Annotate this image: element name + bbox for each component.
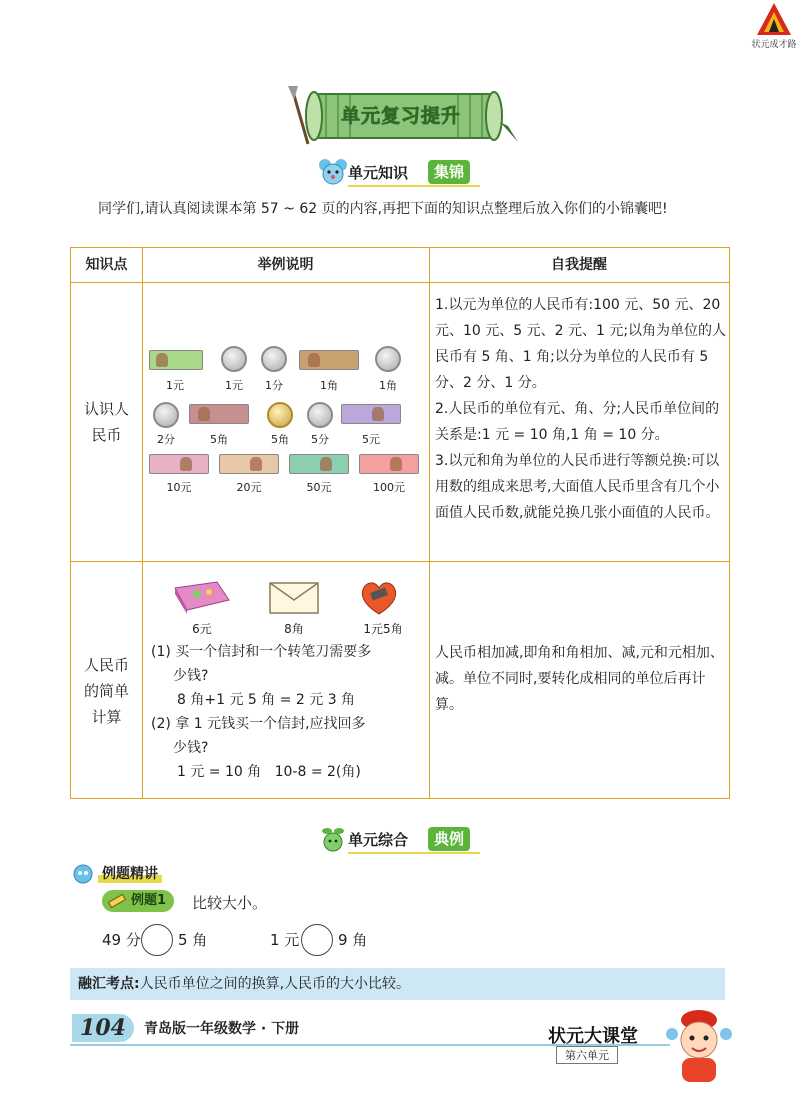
section-knowledge-heading (318, 157, 480, 187)
compare-right-b: 9 角 (338, 931, 368, 949)
pencil-sharpener-icon (359, 578, 399, 616)
brand-name: 状元大课堂 (548, 1026, 638, 1047)
section-underline (348, 185, 480, 187)
example-prompt: 比较大小。 (192, 894, 268, 912)
section-tag: 集锦 (428, 160, 470, 184)
banknote-5-jiao (189, 404, 249, 424)
money-label: 20元 (236, 481, 262, 494)
knowledge-table (70, 247, 730, 799)
scholar-mascot-icon (664, 1004, 734, 1084)
key-points-text: 人民币单位之间的换算,人民币的大小比较。 (139, 976, 411, 992)
sprout-icon (318, 824, 348, 854)
envelope-icon (269, 582, 319, 614)
pencil-box-icon (171, 578, 231, 614)
section-title: 单元知识 (348, 164, 409, 182)
calc-line: 1 元 = 10 角 10-8 = 2(角) (177, 764, 361, 780)
publisher-logo (748, 0, 800, 50)
banknote-100-yuan (359, 454, 419, 474)
reminder-item: 1.以元为单位的人民币有:100 元、50 元、20 元、10 元、5 元、2 元、1 元;以角为单位的人民币有 5 角、1 角;以分为单位的人民币有 5 分、2 分、1 分。 (435, 297, 727, 391)
reminder-item: 3.以元和角为单位的人民币进行等额兑换:可以用数的组成来思考,大面值人民币里含有几个小面值人民币数,就能兑换几张小面值的人民币。 (435, 453, 720, 521)
example-badge-label: 例题1 (130, 893, 166, 908)
compare-right-a: 5 角 (178, 931, 208, 949)
key-points-label: 融汇考点: (78, 976, 140, 992)
mascot-image (664, 1004, 734, 1084)
money-label: 1元 (166, 379, 184, 392)
pencil-icon (106, 892, 128, 910)
currency-illustration (149, 346, 421, 506)
example-badge (102, 890, 174, 912)
money-label: 2分 (157, 433, 175, 446)
page-number: 104 (72, 1014, 134, 1042)
money-label: 5分 (311, 433, 329, 446)
banner-title: 单元复习提升 (340, 105, 461, 127)
coin-5-fen (307, 402, 333, 428)
flame-logo-icon (756, 2, 792, 36)
calc-line: 少钱? (173, 740, 209, 756)
reminder-text: 人民币相加减,即角和角相加、减,元和元相加、减。单位不同时,要转化成相同的单位后再计算。 (435, 645, 724, 713)
calculation-example (151, 640, 441, 784)
owl-icon (72, 862, 94, 884)
price-label: 8角 (284, 622, 304, 636)
money-label: 1元 (225, 379, 243, 392)
money-label: 5元 (362, 433, 380, 446)
coin-5-jiao (267, 402, 293, 428)
coin-1-jiao (375, 346, 401, 372)
money-label: 50元 (306, 481, 332, 494)
banknote-20-yuan (219, 454, 279, 474)
money-label: 1分 (265, 379, 283, 392)
reminder-item: 2.人民币的单位有元、角、分;人民币单位间的关系是:1 元 = 10 角,1 角 = 10 分。 (435, 401, 720, 443)
banknote-50-yuan (289, 454, 349, 474)
table-divider (142, 248, 143, 798)
money-label: 1角 (320, 379, 338, 392)
topic-cell: 人民币的简单计算 (83, 656, 129, 726)
compare-left-b: 1 元 (270, 931, 300, 949)
section-title: 单元综合 (348, 831, 409, 849)
money-label: 1角 (379, 379, 397, 392)
book-title: 青岛版一年级数学 · 下册 (144, 1021, 300, 1037)
money-label: 5角 (210, 433, 228, 446)
mouse-mascot-icon (318, 157, 348, 187)
unit-label: 第六单元 (556, 1046, 618, 1064)
unit-review-banner (286, 86, 522, 148)
table-divider (71, 561, 729, 562)
section-underline (348, 852, 480, 854)
compare-left-a: 49 分 (102, 931, 141, 949)
sharpener-image (359, 578, 399, 618)
calc-line: (2) 拿 1 元钱买一个信封,应找回多 (151, 716, 366, 732)
coin-2-fen (153, 402, 179, 428)
table-header: 自我提醒 (551, 257, 607, 273)
section-tag: 典例 (428, 827, 470, 851)
intro-paragraph: 同学们,请认真阅读课本第 57 ~ 62 页的内容,再把下面的知识点整理后放入你们的小锦囊吧! (98, 201, 668, 217)
section-comprehensive-heading (318, 824, 480, 854)
coin-1-yuan (221, 346, 247, 372)
answer-circle-b[interactable] (301, 924, 333, 956)
banknote-1-jiao (299, 350, 359, 370)
pencil-box-image (171, 578, 231, 618)
calc-line: 8 角+1 元 5 角 = 2 元 3 角 (177, 692, 356, 708)
price-label: 1元5角 (363, 622, 403, 636)
banknote-10-yuan (149, 454, 209, 474)
calc-line: 少钱? (173, 668, 209, 684)
price-label: 6元 (192, 622, 212, 636)
logo-text: 状元成才路 (751, 40, 797, 50)
answer-circle-a[interactable] (141, 924, 173, 956)
table-header: 知识点 (85, 257, 128, 273)
key-points-bar (70, 968, 725, 1000)
calc-line: (1) 买一个信封和一个转笔刀需要多 (151, 644, 372, 660)
envelope-image (269, 582, 319, 616)
banknote-5-yuan (341, 404, 401, 424)
reminder-list (435, 292, 727, 526)
money-label: 5角 (271, 433, 289, 446)
money-label: 10元 (166, 481, 192, 494)
money-label: 100元 (373, 481, 405, 494)
banknote-1-yuan (149, 350, 203, 370)
topic-cell: 认识人民币 (83, 400, 129, 444)
table-header: 举例说明 (257, 257, 314, 273)
example-heading-text: 例题精讲 (98, 863, 162, 883)
table-divider (71, 282, 729, 283)
coin-1-fen (261, 346, 287, 372)
